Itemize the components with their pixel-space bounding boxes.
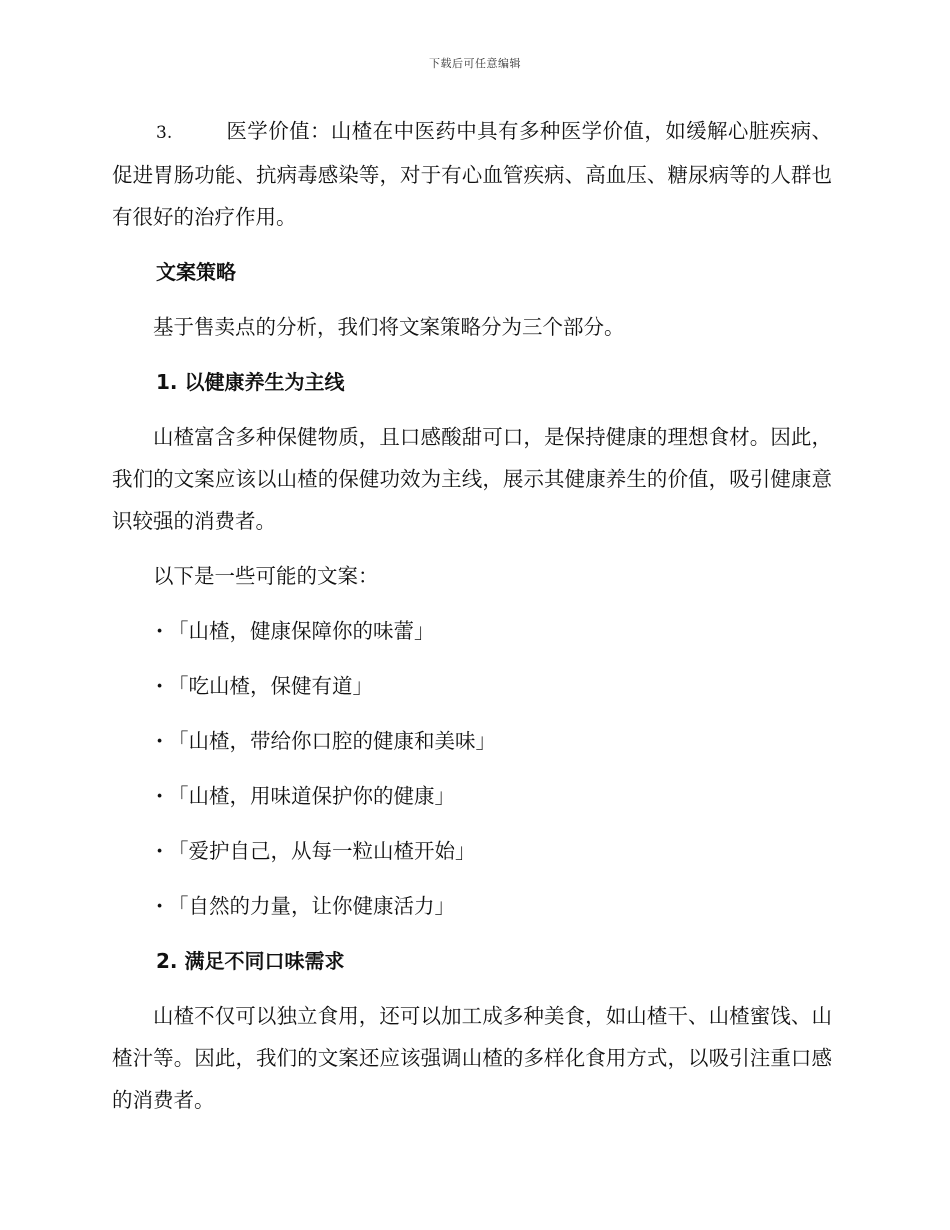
list-item [112, 610, 832, 652]
list-item-text: 「爱护自己，从每一粒山楂开始」 [168, 839, 476, 863]
part2-body: 山楂不仅可以独立食用，还可以加工成多种美食，如山楂干、山楂蜜饯、山楂汁等。因此，我们的文案还应该强调山楂的多样化食用方式，以吸引注重口感的消费者。 [112, 1004, 832, 1112]
bullet-icon: · [156, 729, 164, 753]
part1-body: 山楂富含多种保健物质，且口感酸甜可口，是保持健康的理想食材。因此，我们的文案应该以山楂的保健功效为主线，展示其健康养生的价值，吸引健康意识较强的消费者。 [112, 425, 832, 533]
list-item-text: 「自然的力量，让你健康活力」 [168, 894, 455, 918]
item-text: 医学价值：山楂在中医药中具有多种医学价值，如缓解心脏疾病、促进胃肠功能、抗病毒感染等，对于有心血管疾病、高血压、糖尿病等的人群也有很好的治疗作用。 [112, 119, 832, 229]
part1-list-intro: 以下是一些可能的文案： [153, 564, 379, 588]
section-intro: 基于售卖点的分析，我们将文案策略分为三个部分。 [153, 315, 625, 339]
list-item [112, 720, 832, 762]
document-body [112, 110, 832, 1134]
list-item-text: 「吃山楂，保健有道」 [168, 674, 373, 698]
section-title: 文案策略 [156, 260, 236, 284]
list-item [112, 830, 832, 872]
bullet-icon: · [156, 674, 164, 698]
list-item-text: 「山楂，健康保障你的味蕾」 [168, 619, 435, 643]
list-item [112, 885, 832, 927]
part1-title: 1. 以健康养生为主线 [156, 370, 345, 394]
list-item-text: 「山楂，带给你口腔的健康和美味」 [168, 729, 496, 753]
list-item [112, 775, 832, 817]
page-header: 下载后可任意编辑 [429, 57, 521, 70]
item-number: 3. [156, 123, 173, 143]
bullet-icon: · [156, 784, 164, 808]
list-item-text: 「山楂，用味道保护你的健康」 [168, 784, 455, 808]
part2-title: 2. 满足不同口味需求 [156, 949, 345, 973]
numbered-item-3 [112, 110, 832, 238]
bullet-icon: · [156, 619, 164, 643]
list-item [112, 665, 832, 707]
bullet-icon: · [156, 839, 164, 863]
bullet-icon: · [156, 894, 164, 918]
